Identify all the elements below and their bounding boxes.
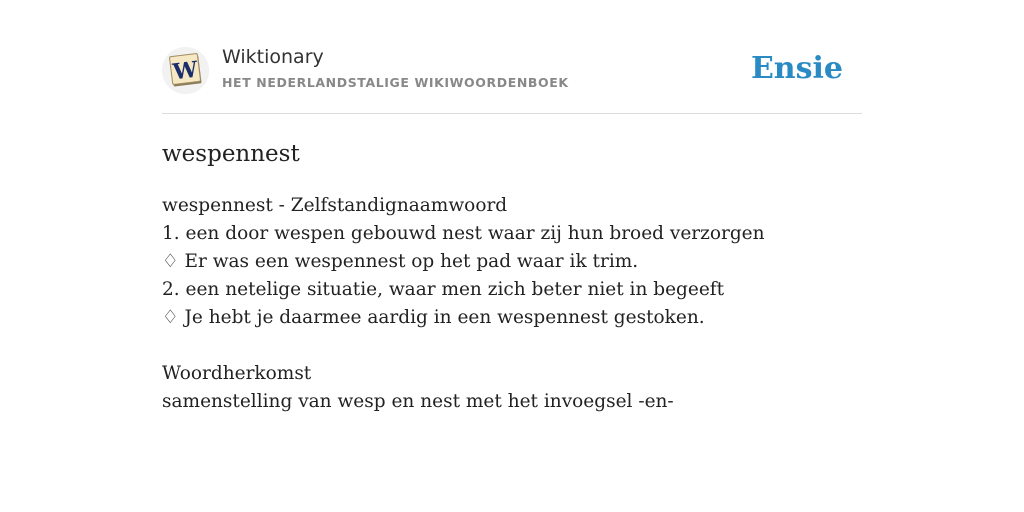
page [162, 44, 862, 416]
svg-text:W: W [171, 56, 200, 86]
wiktionary-logo-icon[interactable] [162, 47, 209, 94]
entry-content [162, 192, 862, 416]
spacer [162, 332, 862, 360]
example-2: ♢ Je hebt je daarmee aardig in een wespennest gestoken. [162, 307, 705, 328]
etymology-heading: Woordherkomst [162, 363, 312, 384]
definition-2: 2. een netelige situatie, waar men zich beter niet in begeeft [162, 279, 725, 300]
header [162, 44, 862, 114]
entry-title: wespennest [162, 141, 300, 167]
definition-1: 1. een door wespen gebouwd nest waar zij hun broed verzorgen [162, 223, 765, 244]
ensie-brand-link[interactable]: Ensie [750, 51, 843, 86]
site-name[interactable]: Wiktionary [222, 46, 324, 68]
etymology-text: samenstelling van wesp en nest met het invoegsel -en- [162, 391, 674, 412]
entry-heading: wespennest - Zelfstandignaamwoord [162, 195, 508, 216]
example-1: ♢ Er was een wespennest op het pad waar ik trim. [162, 251, 639, 272]
site-tagline: HET NEDERLANDSTALIGE WIKIWOORDENBOEK [222, 75, 569, 90]
